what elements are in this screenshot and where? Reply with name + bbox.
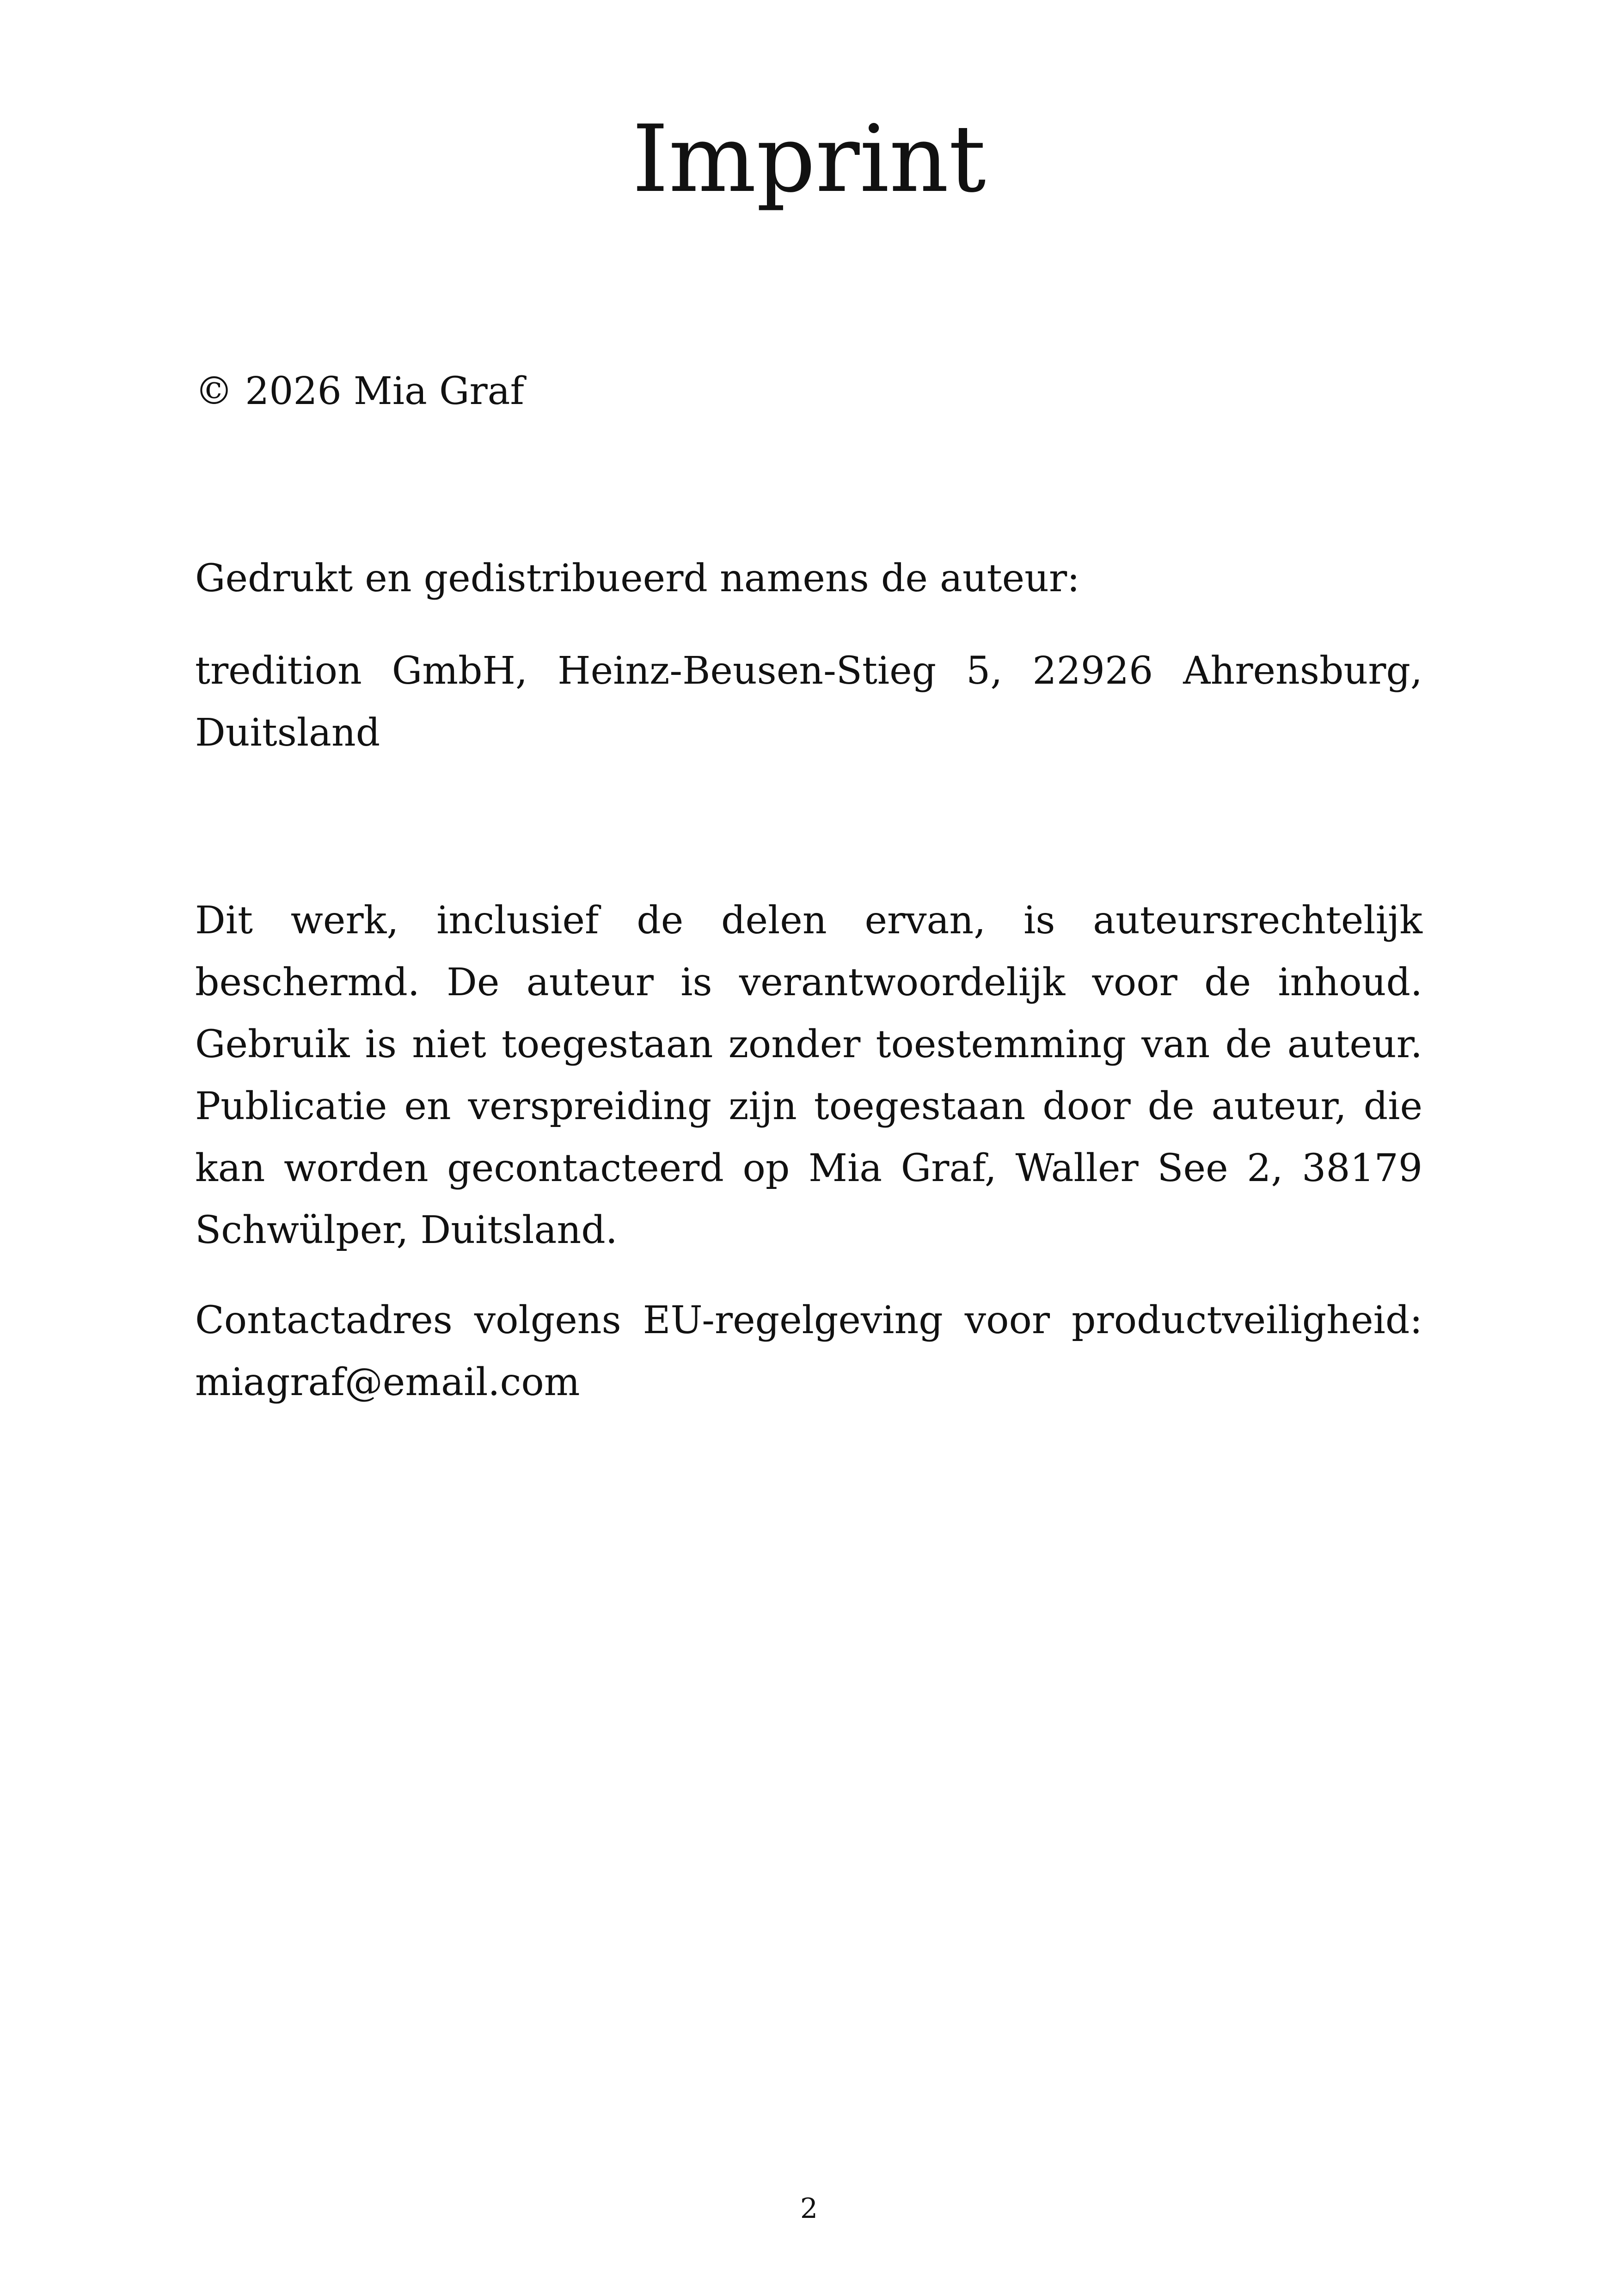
publisher-address: tredition GmbH, Heinz-Beusen-Stieg 5, 22926 Ahrensburg, Duitsland (195, 649, 1422, 755)
page-number: 2 (800, 2192, 818, 2225)
copyright-notice: © 2026 Mia Graf (195, 369, 524, 413)
printed-distributed-label: Gedrukt en gedistribueerd namens de auteur: (195, 557, 1080, 600)
copyright-statement: Dit werk, inclusief de delen ervan, is auteursrechtelijk beschermd. De auteur is verantwoordelijk voor de inhoud. Gebruik is niet toegestaan zonder toestemming van de auteur. Publicatie en verspreiding zijn toegestaan door de auteur, die kan worden gecontacteerd op Mia Graf, Waller See 2, 38179 Schwülper, Duitsland. (195, 899, 1422, 1252)
page-title: Imprint (632, 105, 986, 213)
product-safety-contact: Contactadres volgens EU-regelgeving voor productveiligheid: miagraf@email.com (195, 1298, 1422, 1404)
